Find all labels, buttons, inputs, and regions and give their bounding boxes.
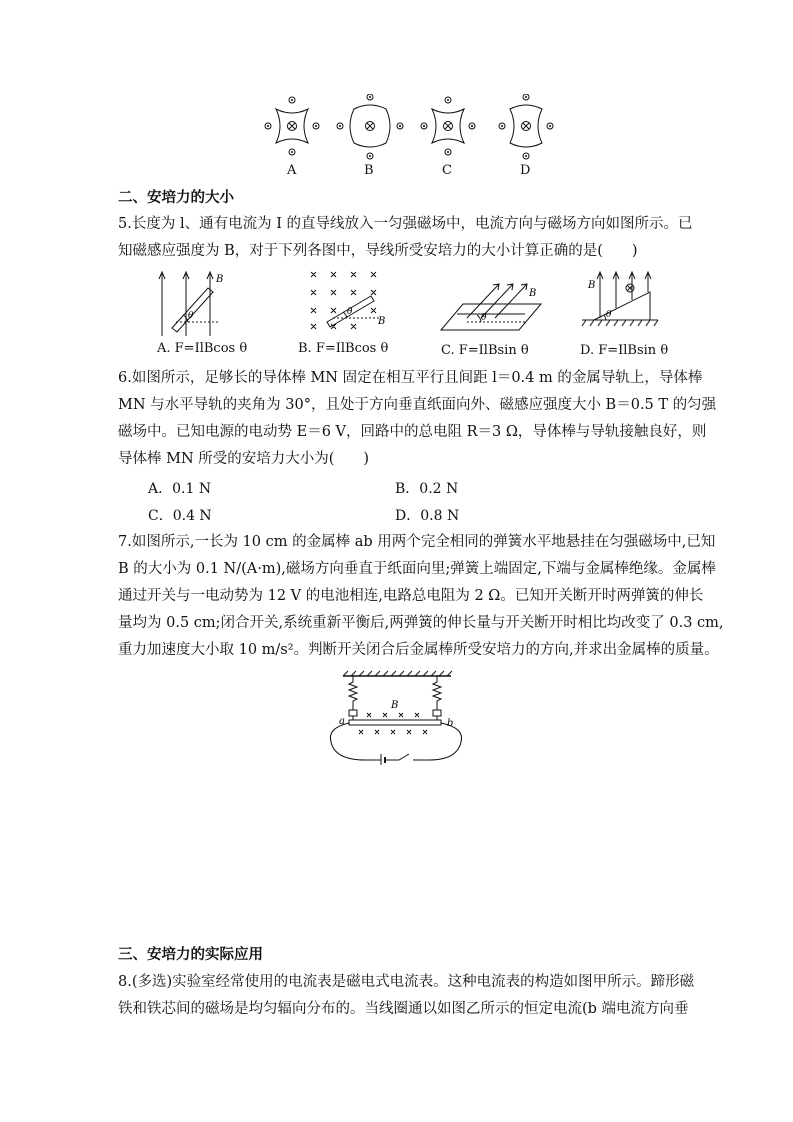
section-2-title: 二、安培力的大小: [118, 190, 234, 206]
q5a-angle-label: θ: [188, 311, 194, 321]
q6-line-2: MN 与水平导轨的夹角为 30°，且处于方向垂直纸面向外、磁感应强度大小 B＝0.5 T 的匀强: [118, 397, 717, 413]
q5-line-1: 5.长度为 l、通有电流为 I 的直导线放入一匀强磁场中，电流方向与磁场方向如图所示。已: [118, 216, 693, 232]
q6-line-4: 导体棒 MN 所受的安培力大小为( ): [118, 451, 370, 467]
q7-figure: [325, 670, 470, 765]
q6-line-1: 6.如图所示，足够长的导体棒 MN 固定在相互平行且间距 l＝0.4 m 的金属导轨上，导体棒: [118, 370, 703, 386]
q6-option-d: D．0.8 N: [395, 508, 460, 524]
q8-line-2: 铁和铁芯间的磁场是均匀辐向分布的。当线圈通以如图乙所示的恒定电流(b 端电流方向垂: [118, 1001, 689, 1017]
q5-line-2: 知磁感应强度为 B，对于下列各图中，导线所受安培力的大小计算正确的是( ): [118, 243, 638, 259]
q4-option-a: A: [287, 163, 297, 178]
q4-option-d: D: [520, 163, 531, 178]
q8-line-1: 8.(多选)实验室经常使用的电流表是磁电式电流表。这种电流表的构造如图甲所示。蹄形磁: [118, 974, 695, 990]
q4-figure: [260, 94, 560, 164]
q5-figure-d: [578, 268, 668, 338]
q5-figure-a: [148, 268, 228, 338]
q5-caption-d: D. F=IlBsin θ: [580, 343, 669, 358]
q5c-field-label: B: [529, 288, 537, 299]
q7-line-1: 7.如图所示,一长为 10 cm 的金属棒 ab 用两个完全相同的弹簧水平地悬挂在匀强磁场中,已知: [118, 534, 716, 550]
q7-line-3: 通过开关与一电动势为 12 V 的电池相连,电路总电阻为 2 Ω。已知开关断开时两弹簧的伸长: [118, 588, 704, 604]
q5-caption-b: B. F=IlBcos θ: [298, 341, 389, 356]
q6-option-c: C．0.4 N: [148, 508, 212, 524]
q4-option-c: C: [442, 163, 452, 178]
q5-caption-c: C. F=IlBsin θ: [441, 343, 529, 358]
q5b-angle-label: θ: [347, 307, 353, 317]
q5d-field-label: B: [588, 280, 596, 291]
q6-option-a: A．0.1 N: [148, 481, 212, 497]
q5d-angle-label: θ: [606, 310, 612, 320]
q7-label-b: b: [447, 718, 454, 729]
q5-caption-a: A. F=IlBcos θ: [157, 341, 248, 356]
q5a-field-label: B: [216, 274, 224, 285]
q7-label-a: a: [339, 716, 345, 727]
q7-label-field: B: [391, 700, 399, 711]
q7-line-5: 重力加速度大小取 10 m/s²。判断开关闭合后金属棒所受安培力的方向,并求出金属棒的质量。: [118, 642, 719, 658]
q5c-angle-label: θ: [481, 313, 487, 323]
section-3-title: 三、安培力的实际应用: [118, 947, 263, 963]
q7-line-4: 量均为 0.5 cm;闭合开关,系统重新平衡后,两弹簧的伸长量与开关断开时相比均改变了 0.3 cm,: [118, 615, 724, 631]
q5-figure-c: [437, 270, 547, 335]
q6-option-b: B．0.2 N: [395, 481, 459, 497]
q5-figure-b: [303, 266, 388, 336]
q5b-field-label: B: [378, 316, 386, 327]
q4-option-b: B: [364, 163, 374, 178]
q7-line-2: B 的大小为 0.1 N/(A·m),磁场方向垂直于纸面向里;弹簧上端固定,下端与金属棒绝缘。金属棒: [118, 561, 716, 577]
q6-line-3: 磁场中。已知电源的电动势 E＝6 V，回路中的总电阻 R＝3 Ω，导体棒与导轨接触良好，则: [118, 424, 707, 440]
